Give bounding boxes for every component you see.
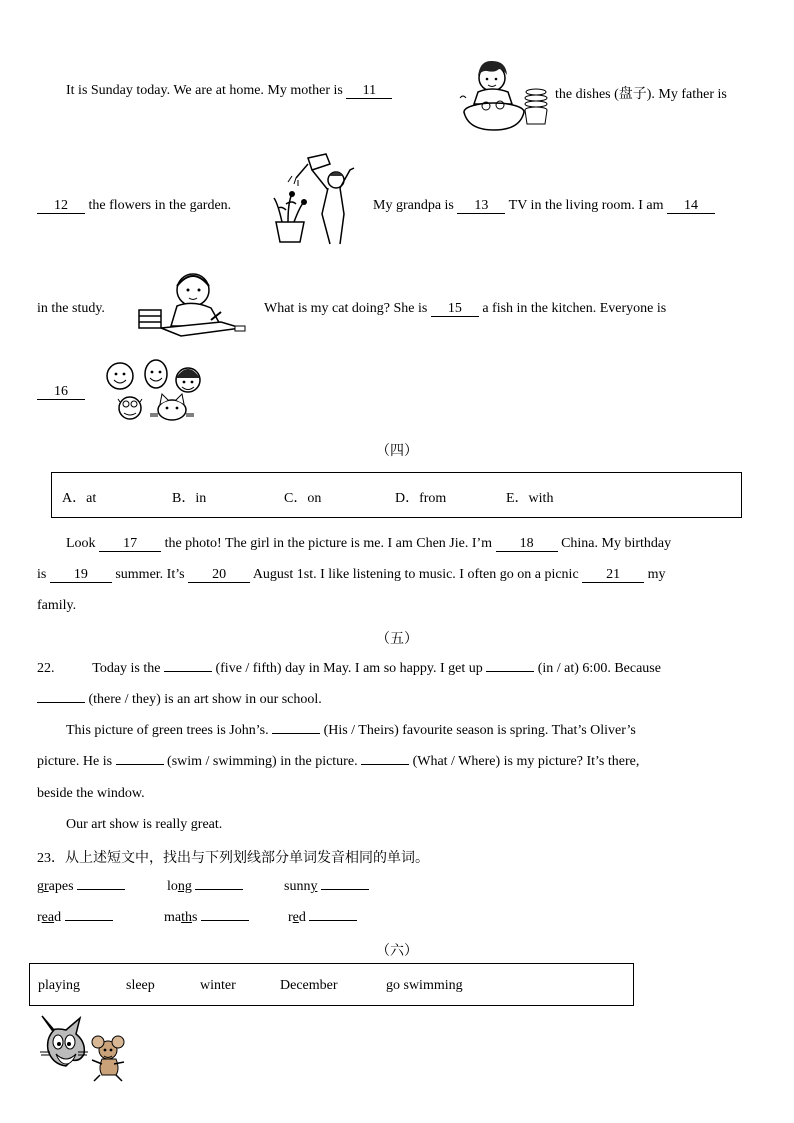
option-c-on: C．on [284,491,322,506]
blank-16[interactable]: 16 [37,385,85,400]
s3-line2-c: TV in the living room. I am [508,198,664,213]
q22-l4-b: (swim / swimming) in the picture. [167,754,358,769]
q22-l4-c: (What / Where) is my picture? It’s there, [412,754,640,769]
maths-part-a: ma [164,910,182,925]
blank-what-where[interactable] [361,764,409,765]
s4-l2-d: my [647,567,666,582]
option-playing: playing [38,978,80,993]
sunny-part-a: sunn [284,879,311,894]
red-underlined: e [292,910,299,925]
s4-line2 [37,567,666,583]
q23-word-maths [164,910,249,926]
s3-line1-a: It is Sunday today. We are at home. My mother is [66,83,343,98]
q23-word-long [167,879,243,895]
read-underlined: ea [41,910,55,925]
option-d-from: D．from [395,491,447,506]
blank-five-fifth[interactable] [164,671,212,672]
option-a-at: A．at [62,491,97,506]
read-part-b: d [54,910,62,925]
q22-l1-a: Today is the [92,661,161,676]
q23-instruction: 23．从上述短文中，找出与下列划线部分单词发音相同的单词。 [37,851,429,866]
blank-maths[interactable] [201,920,249,921]
red-part-b: d [298,910,306,925]
s4-l2-c: August 1st. I like listening to music. I often go on a picnic [252,567,579,582]
blank-swim-swimming[interactable] [116,764,164,765]
q22-number: 22. [37,661,55,676]
s3-line2-b-text: My grandpa is [373,198,454,213]
maths-underlined: th [181,910,192,925]
tom-and-jerry-picture [36,1012,132,1084]
blank-15[interactable]: 15 [431,302,479,317]
blank-13[interactable]: 13 [457,199,505,214]
s3-line2-b [373,198,715,214]
s4-l2-b: summer. It’s [115,567,185,582]
q23-word-sunny [284,879,369,895]
option-december: December [280,978,338,993]
blank-grapes[interactable] [77,889,125,890]
q22-line4 [37,754,639,770]
q22-l3-b: (His / Theirs) favourite season is spring. That’s Oliver’s [323,723,636,738]
s3-line2-a: the flowers in the garden. [88,198,232,213]
option-winter: winter [200,978,236,993]
grapes-part-b: apes [48,879,74,894]
q22-l1-b: (five / fifth) day in May. I am so happy. I get up [215,661,483,676]
q23-word-read [37,910,113,926]
s3-line1-b: the dishes (盘子). My father is [555,87,727,102]
grapes-part-a: g [37,879,44,894]
s3-line3-b-text: What is my cat doing? She is [264,301,428,316]
section5-heading: （五） [376,632,418,647]
blank-red[interactable] [309,920,357,921]
long-part-a: lo [167,879,178,894]
q22-l1-c: (in / at) 6:00. Because [537,661,661,676]
blank-read[interactable] [65,920,113,921]
section4-option-box [51,472,742,518]
blank-14[interactable]: 14 [667,199,715,214]
s4-l1-b: the photo! The girl in the picture is me. I am Chen Jie. I’m [164,536,493,551]
blank-20[interactable]: 20 [188,568,250,583]
blank-17[interactable]: 17 [99,537,161,552]
q23-word-red [288,910,357,926]
family-faces-picture [100,356,208,424]
long-underlined: ng [177,879,192,894]
s3-line3-a: in the study. [37,301,105,316]
q22-line6: Our art show is really great. [66,817,223,832]
q22-line5: beside the window. [37,786,145,801]
q22-l2: (there / they) is an art show in our school. [88,692,322,707]
maths-part-b: s [192,910,198,925]
option-e-with: E．with [506,491,554,506]
blank-18[interactable]: 18 [496,537,558,552]
blank-long[interactable] [195,889,243,890]
blank-his-theirs[interactable] [272,733,320,734]
blank-21[interactable]: 21 [582,568,644,583]
blank-in-at[interactable] [486,671,534,672]
red-part-a: r [288,910,293,925]
s4-l1-a: Look [66,536,96,551]
blank-19[interactable]: 19 [50,568,112,583]
q22-l4-a: picture. He is [37,754,113,769]
blank-sunny[interactable] [321,889,369,890]
sunny-underlined: y [310,879,318,894]
s3-line4 [37,384,85,400]
grapes-underlined: r [44,879,49,894]
section4-heading: （四） [376,444,418,459]
option-sleep: sleep [126,978,155,993]
blank-there-they[interactable] [37,702,85,703]
blank-12[interactable]: 12 [37,199,85,214]
option-go-swimming: go swimming [386,978,463,993]
q22-line2 [37,692,322,708]
option-b-in: B．in [172,491,207,506]
blank-11[interactable]: 11 [346,84,392,99]
s3-line1 [66,83,392,99]
boy-studying-picture [137,270,249,338]
q22-line3 [66,723,636,739]
s4-line3: family. [37,598,77,613]
s3-line3-b [264,301,666,317]
q22-l3-a: This picture of green trees is John’s. [66,723,269,738]
section6-option-box [29,963,634,1006]
s4-line1 [66,536,671,552]
q23-word-grapes [37,879,125,895]
s3-line3-c: a fish in the kitchen. Everyone is [482,301,667,316]
s4-l1-c: China. My birthday [561,536,672,551]
section6-heading: （六） [376,944,418,959]
q22-line1 [37,661,661,677]
s3-line2 [37,198,231,214]
mother-washing-dishes-picture [456,52,548,134]
read-part-a: r [37,910,42,925]
father-watering-flowers-picture [268,152,358,246]
s4-l2-a: is [37,567,47,582]
